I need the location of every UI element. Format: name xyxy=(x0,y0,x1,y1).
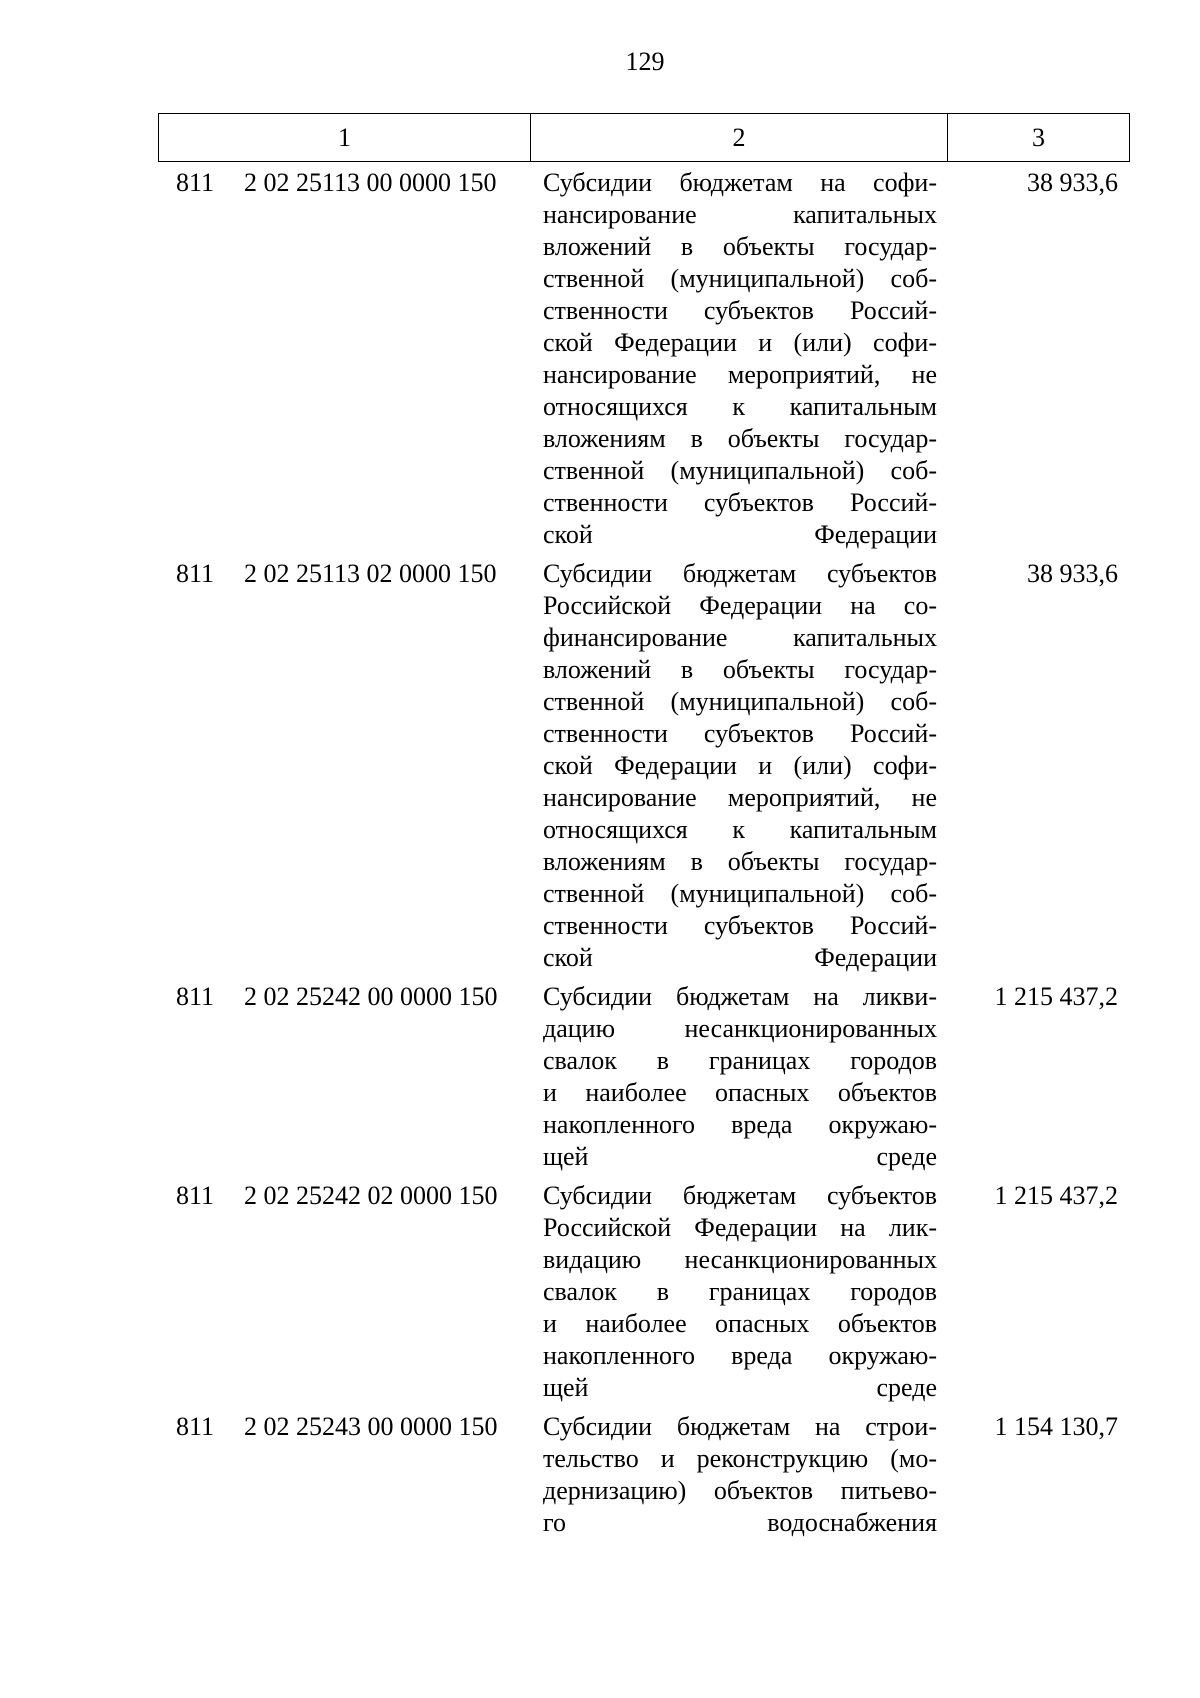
table-row xyxy=(158,558,1130,974)
row-amount: 1 215 437,2 xyxy=(994,1181,1118,1210)
row-description: Субсидии бюджетам субъектов Российской Федерации на лик- видацию несанкционированных свалок в границах городов и наиболее опасных объектов накопленного вреда окружаю- щей среде xyxy=(543,1181,937,1402)
row-description: Субсидии бюджетам субъектов Российской Федерации на со- финансирование капитальных вложений в объекты государ- ственной (муниципальной) соб- ственности субъектов Россий- ской Федерации и (или) софи- нансирование мероприятий, не относящихся к капитальным вложениям в объекты государ- ственной (муниципальной) соб- ственности субъектов Россий- ской Федерации xyxy=(543,559,937,972)
table-row xyxy=(158,1180,1130,1404)
budget-code: 2 02 25242 02 0000 150 xyxy=(244,1181,498,1210)
admin-code: 811 xyxy=(176,1412,215,1441)
row-description: Субсидии бюджетам на софи- нансирование капитальных вложений в объекты государ- ственной (муниципальной) соб- ственности субъектов Россий- ской Федерации и (или) софи- нансирование мероприятий, не относящихся к капитальным вложениям в объекты государ- ственной (муниципальной) соб- ственности субъектов Россий- ской Федерации xyxy=(543,168,937,549)
budget-code: 2 02 25242 00 0000 150 xyxy=(244,982,498,1011)
row-amount: 1 215 437,2 xyxy=(994,982,1118,1011)
admin-code: 811 xyxy=(176,982,215,1011)
column-header-3: 3 xyxy=(1032,122,1045,152)
admin-code: 811 xyxy=(176,1181,215,1210)
admin-code: 811 xyxy=(176,559,215,588)
row-amount: 38 933,6 xyxy=(1027,559,1118,588)
column-header-2: 2 xyxy=(531,114,948,161)
row-amount: 1 154 130,7 xyxy=(994,1412,1118,1441)
page-number: 129 xyxy=(625,47,665,76)
table-body xyxy=(158,167,1130,1546)
table-header xyxy=(158,113,1130,162)
row-amount: 38 933,6 xyxy=(1027,168,1118,197)
table-row xyxy=(158,981,1130,1173)
table-row xyxy=(158,1411,1130,1539)
row-description: Субсидии бюджетам на строи- тельство и реконструкцию (мо- дернизацию) объектов питьево- го водоснабжения xyxy=(543,1412,937,1537)
table-row xyxy=(158,167,1130,551)
budget-code: 2 02 25113 00 0000 150 xyxy=(244,168,497,197)
budget-code: 2 02 25243 00 0000 150 xyxy=(244,1412,498,1441)
row-description: Субсидии бюджетам на ликви- дацию несанкционированных свалок в границах городов и наиболее опасных объектов накопленного вреда окружаю- щей среде xyxy=(543,982,937,1171)
budget-code: 2 02 25113 02 0000 150 xyxy=(244,559,497,588)
admin-code: 811 xyxy=(176,168,215,197)
column-header-1: 1 xyxy=(159,114,531,161)
